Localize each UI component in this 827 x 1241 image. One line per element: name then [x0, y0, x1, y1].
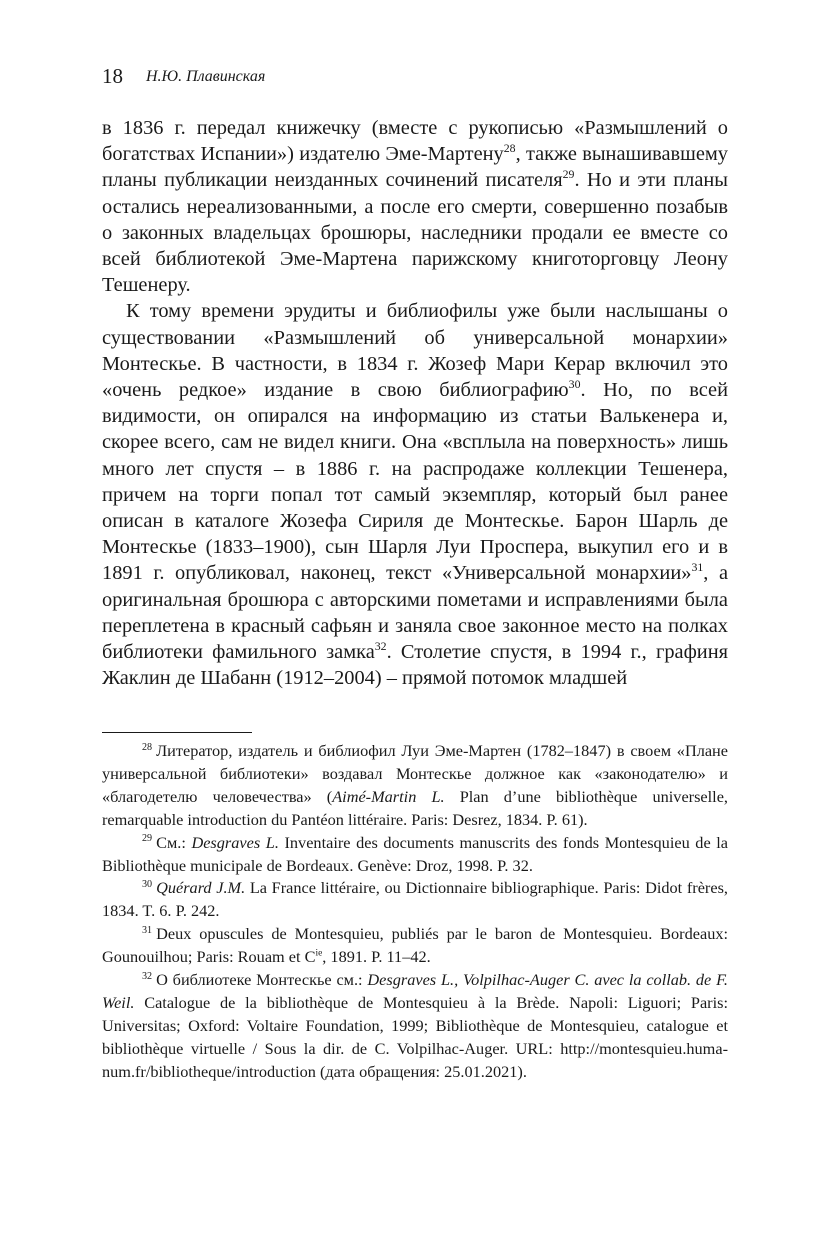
footnote-28	[102, 740, 728, 832]
footnote-ref: 28	[503, 141, 516, 156]
footnote-ref: 29	[562, 167, 575, 182]
text-run: . Столетие спустя, в 1994 г., графиня Жаклин де Шабанн (1912–2004) – прямой потомок младшей	[102, 641, 728, 690]
text-run: К тому времени эрудиты и библиофилы уже были наслышаны о существовании «Размышлений об универсальной монархии» Монтескье. В частности, в 1834 г. Жозеф Мари Керар включил это «очень редкое» издание в свою библиографию	[102, 300, 728, 402]
footnote-ref: 31	[691, 560, 704, 575]
footnote-30	[102, 877, 728, 923]
page-number: 18	[102, 64, 123, 88]
text-run: в 1836 г. передал книжечку (вместе с рукописью «Размышлений о богатствах Испании») издателю Эме-Мартену	[102, 117, 728, 166]
footnote-ref: 32	[374, 639, 387, 654]
running-head-author: Н.Ю. Плавинская	[146, 68, 266, 85]
footnote-author: Desgraves L.	[191, 832, 279, 852]
footnote-number: 32	[142, 970, 153, 982]
footnote-32	[102, 969, 728, 1084]
page-header	[102, 62, 732, 92]
footnote-text: См.:	[156, 832, 192, 852]
footnotes	[102, 740, 728, 1084]
footnote-author: Quérard J.M.	[156, 878, 246, 898]
footnote-text: Deux opuscules de Montesquieu, publiés par le baron de Montesquieu. Bordeaux: Gounouilhou; Paris: Rouam et C	[102, 924, 728, 967]
footnote-text: Plan d’une bibliothèque universelle, remarquable introduction du Pantéon littéraire. Paris: Desrez, 1834. P. 61).	[102, 786, 729, 829]
footnote-ref: 30	[568, 377, 581, 392]
paragraph-2	[102, 298, 728, 691]
footnote-text: La France littéraire, ou Dictionnaire bibliographique. Paris: Didot frères, 1834. T. 6. P. 242.	[102, 878, 728, 921]
footnote-text: Catalogue de la bibliothèque de Montesquieu à la Brède. Napoli: Liguori; Paris: Universitas; Oxford: Voltaire Foundation, 1999; Bibliothèque de Montesquieu, catalogue et bibliothèque virtuelle / Sous la dir. de C. Volpilhac-Auger. URL: http://montesquieu.huma-num.fr/bibliotheque/introduction (дата обращения: 25.01.2021).	[102, 992, 728, 1081]
footnote-author: Desgraves L., Volpilhac-Auger C. avec la collab. de F. Weil.	[102, 970, 728, 1012]
footnote-text: Inventaire des documents manuscrits des fonds Montesquieu de la Bibliothèque municipale de Bordeaux. Genève: Droz, 1998. P. 32.	[102, 832, 729, 875]
text-run: , также вынашивавшему планы публикации неизданных сочинений писателя	[102, 143, 728, 192]
paragraph-1	[102, 115, 728, 298]
footnote-text: О библиотеке Монтескье см.:	[156, 970, 368, 990]
footnote-31	[102, 923, 728, 969]
footnote-author: Aimé-Martin L.	[332, 786, 445, 806]
text-run: , а оригинальная брошюра с авторскими пометами и исправлениями была переплетена в красный сафьян и заняла свое законное место на полках библиотеки фамильного замка	[102, 562, 728, 664]
footnote-text: , 1891. P. 11–42.	[322, 947, 431, 967]
footnote-separator	[102, 732, 252, 733]
main-text	[102, 115, 728, 691]
text-run: . Но, по всей видимости, он опирался на информацию из статьи Валькенера и, скорее всего, сам не видел книги. Она «всплыла на поверхность» лишь много лет спустя – в 1886 г. на распродаже коллекции Тешенера, причем на торги попал тот самый экземпляр, который был ранее описан в каталоге Жозефа Сириля де Монтескье. Барон Шарль де Монтескье (1833–1900), сын Шарля Луи Проспера, выкупил его и в 1891 г. опубликовал, наконец, текст «Универсальной монархии»	[102, 379, 728, 585]
footnote-number: 28	[142, 741, 153, 753]
footnote-29	[102, 832, 728, 878]
footnote-number: 31	[142, 924, 153, 936]
text-run: . Но и эти планы остались нереализованными, а после его смерти, совершенно позабыв о законных владельцах брошюры, наследники продали ее вместе со всей библиотекой Эме-Мартена парижскому книготорговцу Леону Тешенеру.	[102, 169, 728, 297]
superscript: ie	[315, 948, 323, 959]
footnote-number: 30	[142, 879, 153, 891]
footnote-text: Литератор, издатель и библиофил Луи Эме-Мартен (1782–1847) в своем «Плане универсальной библиотеки» воздавал Монтескье должное как «законодателю» и «благодетелю человечества» (	[102, 741, 728, 806]
footnote-number: 29	[142, 833, 153, 845]
